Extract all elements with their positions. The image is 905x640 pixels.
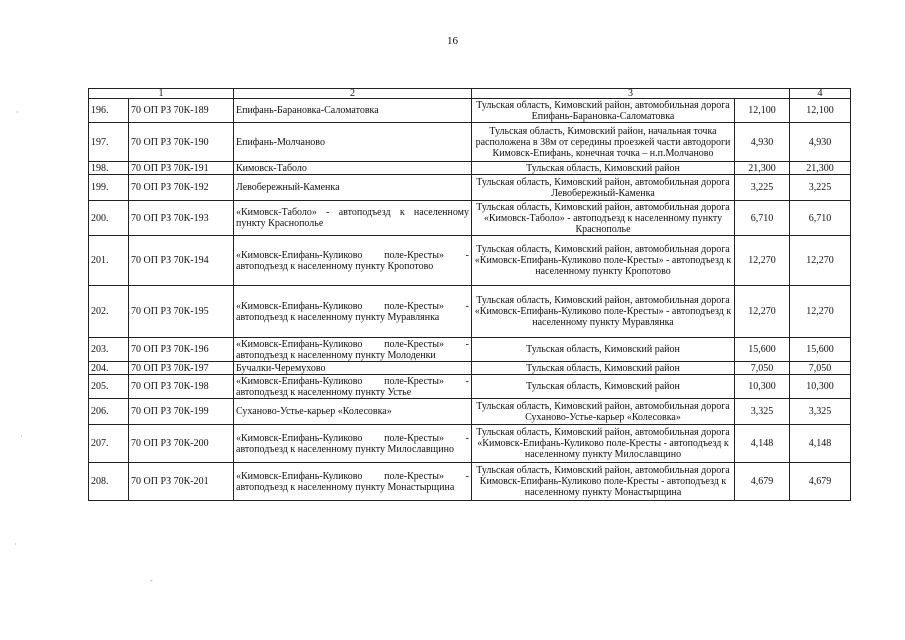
- road-length-total: 7,050: [790, 362, 851, 375]
- road-code: 70 ОП РЗ 70К-201: [129, 463, 234, 501]
- road-name: «Кимовск-Епифань-Куликово поле-Кресты» - автоподъезд к населенному пункту Милославщино: [234, 425, 472, 463]
- scan-speck: -: [150, 576, 153, 585]
- table-header-row: [89, 89, 851, 99]
- table-row: [89, 425, 851, 463]
- road-description: Тульская область, Кимовский район, автомобильная дорога «Кимовск-Епифань-Куликово поле-Кресты» - автоподъезд к населенному пункту Муравлянка: [472, 286, 735, 338]
- road-description: Тульская область, Кимовский район, автомобильная дорога Епифань-Барановка-Саломатовка: [472, 99, 735, 123]
- row-number: 207.: [89, 425, 129, 463]
- row-number: 206.: [89, 399, 129, 425]
- road-name: «Кимовск-Епифань-Куликово поле-Кресты» - автоподъезд к населенному пункту Молоденки: [234, 338, 472, 362]
- column-header-3: 3: [472, 89, 790, 99]
- road-name: Суханово-Устье-карьер «Колесовка»: [234, 399, 472, 425]
- road-code: 70 ОП РЗ 70К-191: [129, 162, 234, 175]
- road-code: 70 ОП РЗ 70К-198: [129, 375, 234, 399]
- road-code: 70 ОП РЗ 70К-200: [129, 425, 234, 463]
- road-length: 12,270: [735, 286, 790, 338]
- table-row: [89, 123, 851, 162]
- table-row: [89, 338, 851, 362]
- road-length-total: 3,225: [790, 175, 851, 201]
- road-description: Тульская область, Кимовский район, начальная точка расположена в 38м от середины проезжей части автодороги Кимовск-Епифань, конечная точка – н.п.Молчаново: [472, 123, 735, 162]
- road-code: 70 ОП РЗ 70К-193: [129, 201, 234, 236]
- road-length-total: 12,270: [790, 286, 851, 338]
- road-length-total: 10,300: [790, 375, 851, 399]
- row-number: 204.: [89, 362, 129, 375]
- road-name: «Кимовск-Епифань-Куликово поле-Кресты» - автоподъезд к населенному пункту Муравлянка: [234, 286, 472, 338]
- row-number: 198.: [89, 162, 129, 175]
- road-code: 70 ОП РЗ 70К-194: [129, 236, 234, 286]
- road-name: «Кимовск-Епифань-Куликово поле-Кресты» - автоподъезд к населенному пункту Кропотово: [234, 236, 472, 286]
- road-name: «Кимовск-Таболо» - автоподъезд к населенному пункту Краснополье: [234, 201, 472, 236]
- road-length-total: 12,270: [790, 236, 851, 286]
- road-length-total: 21,300: [790, 162, 851, 175]
- road-length-total: 4,148: [790, 425, 851, 463]
- road-name: Левобережный-Каменка: [234, 175, 472, 201]
- table-row: [89, 399, 851, 425]
- road-length-total: 12,100: [790, 99, 851, 123]
- road-code: 70 ОП РЗ 70К-190: [129, 123, 234, 162]
- road-length: 4,148: [735, 425, 790, 463]
- road-name: «Кимовск-Епифань-Куликово поле-Кресты» - автоподъезд к населенному пункту Устье: [234, 375, 472, 399]
- column-header-1: 1: [89, 89, 234, 99]
- road-name: «Кимовск-Епифань-Куликово поле-Кресты» - автоподъезд к населенному пункту Монастырщина: [234, 463, 472, 501]
- road-description: Тульская область, Кимовский район, автомобильная дорога «Кимовск-Епифань-Куликово поле-Кресты - автоподъезд к населенному пункту Милославщино: [472, 425, 735, 463]
- road-code: 70 ОП РЗ 70К-195: [129, 286, 234, 338]
- road-length-total: 3,325: [790, 399, 851, 425]
- table-row: [89, 201, 851, 236]
- table-row: [89, 362, 851, 375]
- road-description: Тульская область, Кимовский район, автомобильная дорога Кимовск-Епифань-Куликово поле-Кресты - автоподъезд к населенному пункту Монастырщина: [472, 463, 735, 501]
- table-row: [89, 463, 851, 501]
- road-description: Тульская область, Кимовский район, автомобильная дорога Левобережный-Каменка: [472, 175, 735, 201]
- road-length: 6,710: [735, 201, 790, 236]
- row-number: 203.: [89, 338, 129, 362]
- road-description: Тульская область, Кимовский район, автомобильная дорога «Кимовск-Таболо» - автоподъезд к населенному пункту Краснополье: [472, 201, 735, 236]
- road-length: 3,225: [735, 175, 790, 201]
- road-length: 12,270: [735, 236, 790, 286]
- road-description: Тульская область, Кимовский район: [472, 375, 735, 399]
- road-description: Тульская область, Кимовский район, автомобильная дорога «Кимовск-Епифань-Куликово поле-Кресты» - автоподъезд к населенному пункту Кропотово: [472, 236, 735, 286]
- road-code: 70 ОП РЗ 70К-197: [129, 362, 234, 375]
- road-name: Епифань-Молчаново: [234, 123, 472, 162]
- road-description: Тульская область, Кимовский район: [472, 162, 735, 175]
- column-header-4: 4: [790, 89, 851, 99]
- table-row: [89, 162, 851, 175]
- row-number: 199.: [89, 175, 129, 201]
- road-length-total: 15,600: [790, 338, 851, 362]
- road-name: Бучалки-Черемухово: [234, 362, 472, 375]
- road-length: 3,325: [735, 399, 790, 425]
- road-length: 4,679: [735, 463, 790, 501]
- table-row: [89, 236, 851, 286]
- road-code: 70 ОП РЗ 70К-192: [129, 175, 234, 201]
- row-number: 196.: [89, 99, 129, 123]
- row-number: 197.: [89, 123, 129, 162]
- row-number: 200.: [89, 201, 129, 236]
- road-description: Тульская область, Кимовский район, автомобильная дорога Суханово-Устье-карьер «Колесовка»: [472, 399, 735, 425]
- road-length-total: 6,710: [790, 201, 851, 236]
- road-length: 10,300: [735, 375, 790, 399]
- row-number: 208.: [89, 463, 129, 501]
- table-row: [89, 375, 851, 399]
- row-number: 202.: [89, 286, 129, 338]
- scan-speck: ·: [20, 432, 23, 441]
- table-row: [89, 99, 851, 123]
- road-name: Кимовск-Таболо: [234, 162, 472, 175]
- row-number: 205.: [89, 375, 129, 399]
- roads-registry-table: [88, 88, 851, 501]
- road-description: Тульская область, Кимовский район: [472, 338, 735, 362]
- road-code: 70 ОП РЗ 70К-199: [129, 399, 234, 425]
- column-header-2: 2: [234, 89, 472, 99]
- road-length: 12,100: [735, 99, 790, 123]
- road-length: 21,300: [735, 162, 790, 175]
- road-code: 70 ОП РЗ 70К-189: [129, 99, 234, 123]
- page-number: 16: [447, 35, 458, 47]
- road-code: 70 ОП РЗ 70К-196: [129, 338, 234, 362]
- road-name: Епифань-Барановка-Саломатовка: [234, 99, 472, 123]
- road-length: 15,600: [735, 338, 790, 362]
- road-length: 4,930: [735, 123, 790, 162]
- road-length-total: 4,930: [790, 123, 851, 162]
- road-length: 7,050: [735, 362, 790, 375]
- table-row: [89, 286, 851, 338]
- row-number: 201.: [89, 236, 129, 286]
- table-row: [89, 175, 851, 201]
- scan-speck: ·: [16, 108, 19, 117]
- road-description: Тульская область, Кимовский район: [472, 362, 735, 375]
- scan-speck: ·: [14, 540, 17, 549]
- road-length-total: 4,679: [790, 463, 851, 501]
